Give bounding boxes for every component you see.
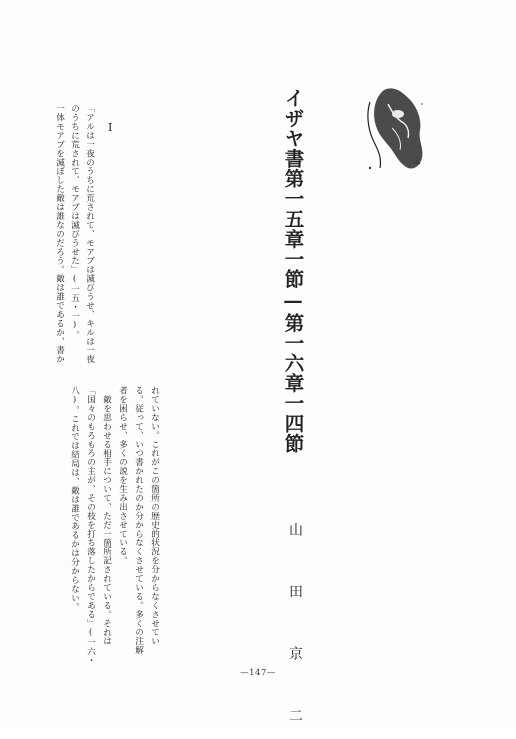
article-title: イザヤ書第一五章一節—第一六章一四節 <box>281 88 305 454</box>
text-column: 敵を思わせる相手について、ただ一箇所記されている。それは <box>101 395 112 646</box>
ink-illustration <box>362 84 430 174</box>
text-column: 者を困らせ、多くの説を生み出させている。 <box>117 386 128 565</box>
author-name: 山 田 京 二 <box>287 522 303 739</box>
text-column: 八)。これでは結局は、敵は誰であるかは分からない。 <box>69 386 80 612</box>
text-column: のうちに荒されて、モアブは滅びうせた」(一五・一)。 <box>69 104 80 340</box>
page-number: —147— <box>240 668 276 678</box>
text-column: れていない。これがこの箇所の歴史的状況を分からなくさせてい <box>149 386 160 646</box>
text-column: 「国々のもろもろの主が、その枝を打ち落したからである」(一六・ <box>85 386 96 665</box>
section-number: I <box>108 121 113 134</box>
text-column: 一体モアブを滅ぼした敵は誰なのだろう。敵は誰であるか、書か <box>54 104 65 364</box>
text-column: 「アルは一夜のうちに荒されて、モアブは滅びうせ、キルは一夜 <box>84 104 95 364</box>
text-column: る。従って、いつ書かれたのか分からなくさせている。多くの注解 <box>133 386 144 655</box>
